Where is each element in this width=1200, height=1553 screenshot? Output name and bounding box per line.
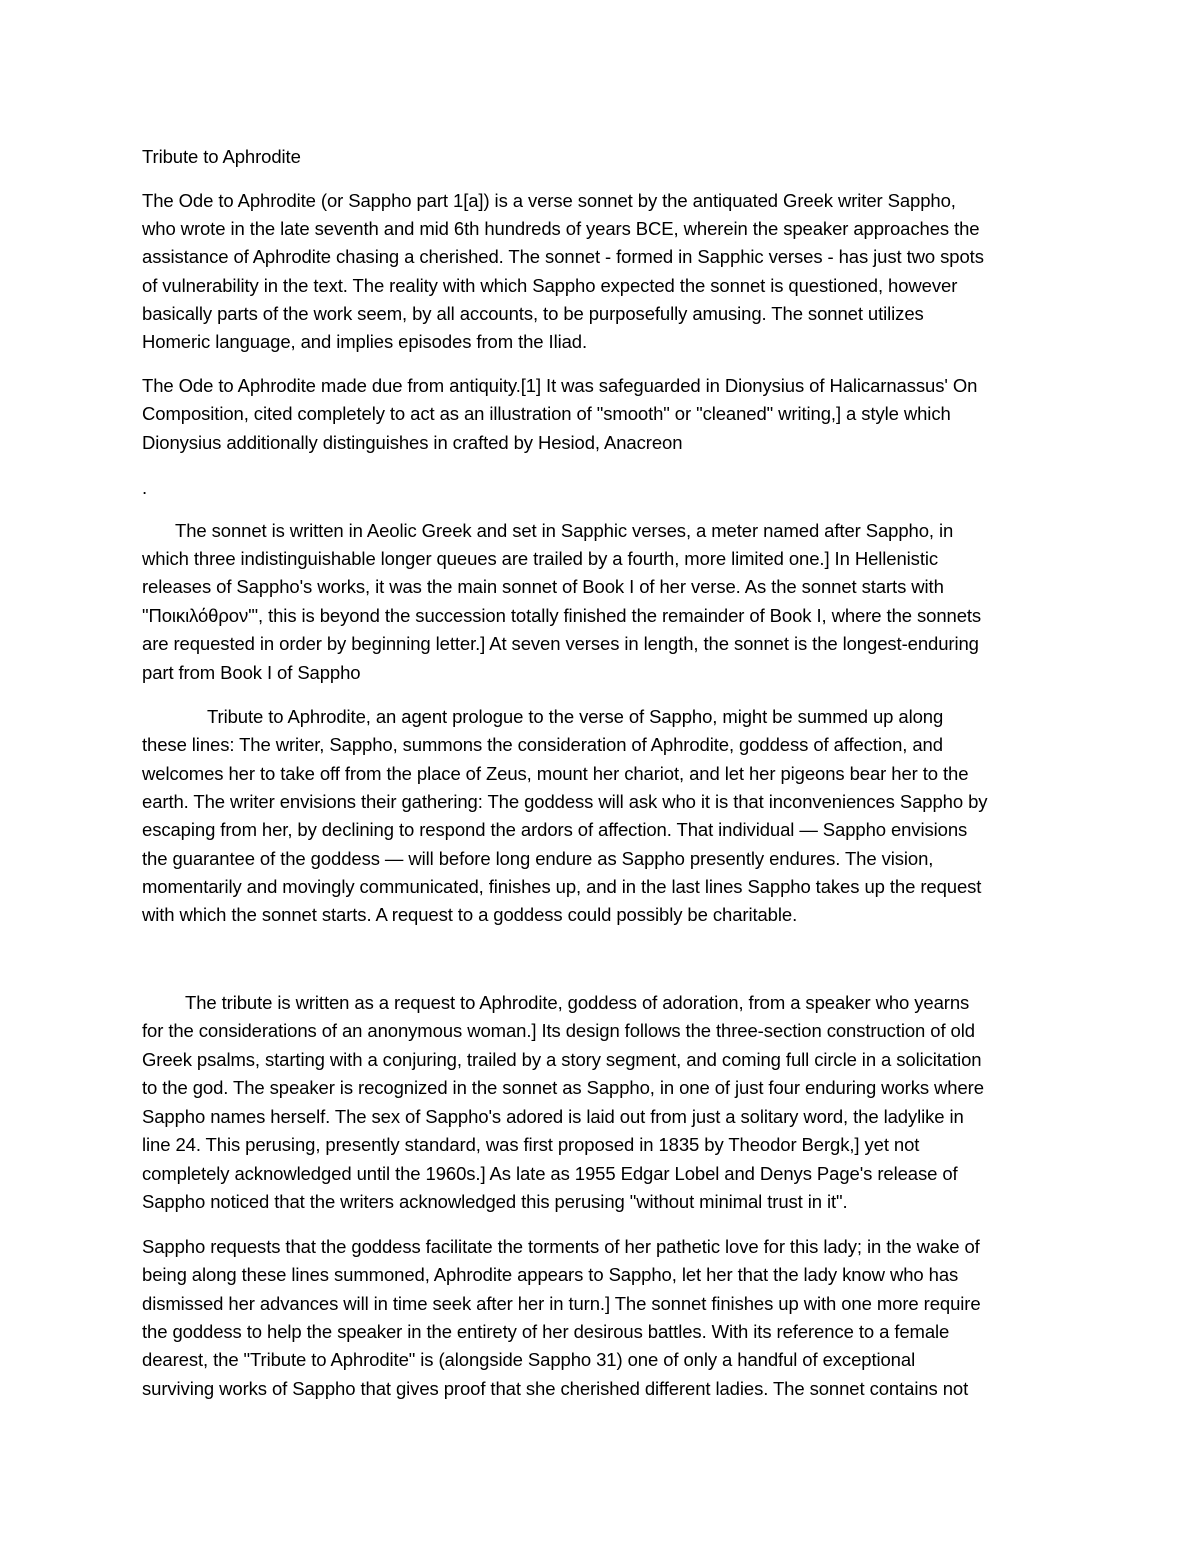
document-title: Tribute to Aphrodite [142, 146, 301, 167]
paragraph-line: completely acknowledged until the 1960s.] As late as 1955 Edgar Lobel and Denys Page's release of [142, 1163, 958, 1184]
paragraph-line: the goddess to help the speaker in the entirety of her desirous battles. With its reference to a female [142, 1321, 950, 1342]
paragraph-line: basically parts of the work seem, by all accounts, to be purposefully amusing. The sonnet utilizes [142, 303, 924, 324]
paragraph-line: of vulnerability in the text. The reality with which Sappho expected the sonnet is questioned, however [142, 275, 958, 296]
paragraph-line: Sappho requests that the goddess facilitate the torments of her pathetic love for this lady; in the wake of [142, 1236, 980, 1257]
paragraph-line: earth. The writer envisions their gathering: The goddess will ask who it is that inconveniences Sappho by [142, 791, 988, 812]
paragraph-line: these lines: The writer, Sappho, summons the consideration of Aphrodite, goddess of affection, and [142, 734, 943, 755]
paragraph-line: escaping from her, by declining to respond the ardors of affection. That individual — Sappho envisions [142, 819, 968, 840]
paragraph-line: dearest, the "Tribute to Aphrodite" is (alongside Sappho 31) one of only a handful of exceptional [142, 1349, 916, 1370]
paragraph-line: Tribute to Aphrodite, an agent prologue to the verse of Sappho, might be summed up along [207, 706, 944, 727]
paragraph-line: dismissed her advances will in time seek after her in turn.] The sonnet finishes up with one more require [142, 1293, 981, 1314]
paragraph-line: surviving works of Sappho that gives proof that she cherished different ladies. The sonnet contains not [142, 1378, 969, 1399]
paragraph-line: releases of Sappho's works, it was the main sonnet of Book I of her verse. As the sonnet starts with [142, 576, 944, 597]
paragraph-line: momentarily and movingly communicated, finishes up, and in the last lines Sappho takes up the request [142, 876, 982, 897]
paragraph-line: which three indistinguishable longer queues are trailed by a fourth, more limited one.] In Hellenistic [142, 548, 939, 569]
paragraph-line: who wrote in the late seventh and mid 6th hundreds of years BCE, wherein the speaker approaches the [142, 218, 980, 239]
paragraph-line: part from Book I of Sappho [142, 662, 361, 683]
paragraph-line: Dionysius additionally distinguishes in crafted by Hesiod, Anacreon [142, 432, 683, 453]
paragraph-line: . [142, 477, 148, 498]
paragraph-line: "Ποικιλόθρον'", this is beyond the succession totally finished the remainder of Book I, where the sonnets [142, 605, 982, 626]
paragraph-line: The tribute is written as a request to Aphrodite, goddess of adoration, from a speaker who yearns [185, 992, 970, 1013]
paragraph-line: are requested in order by beginning letter.] At seven verses in length, the sonnet is the longest-enduring [142, 633, 979, 654]
paragraph-line: to the god. The speaker is recognized in the sonnet as Sappho, in one of just four enduring works where [142, 1077, 984, 1098]
paragraph-line: The Ode to Aphrodite made due from antiquity.[1] It was safeguarded in Dionysius of Halicarnassus' On [142, 375, 978, 396]
paragraph-line: Sappho noticed that the writers acknowledged this perusing "without minimal trust in it". [142, 1191, 848, 1212]
paragraph-line: Homeric language, and implies episodes from the Iliad. [142, 331, 588, 352]
paragraph-line: Sappho names herself. The sex of Sappho's adored is laid out from just a solitary word, the ladylike in [142, 1106, 964, 1127]
paragraph-line: with which the sonnet starts. A request to a goddess could possibly be charitable. [142, 904, 798, 925]
paragraph-line: Greek psalms, starting with a conjuring, trailed by a story segment, and coming full circle in a solicitation [142, 1049, 982, 1070]
paragraph-line: being along these lines summoned, Aphrodite appears to Sappho, let her that the lady know who has [142, 1264, 959, 1285]
paragraph-line: assistance of Aphrodite chasing a cherished. The sonnet - formed in Sapphic verses - has just two spots [142, 246, 984, 267]
paragraph-line: The sonnet is written in Aeolic Greek and set in Sapphic verses, a meter named after Sappho, in [175, 520, 954, 541]
paragraph-line: Composition, cited completely to act as an illustration of "smooth" or "cleaned" writing,] a style which [142, 403, 951, 424]
paragraph-line: welcomes her to take off from the place of Zeus, mount her chariot, and let her pigeons bear her to the [142, 763, 969, 784]
paragraph-line: for the considerations of an anonymous woman.] Its design follows the three-section construction of old [142, 1020, 975, 1041]
paragraph-line: the guarantee of the goddess — will before long endure as Sappho presently endures. The vision, [142, 848, 934, 869]
paragraph-line: The Ode to Aphrodite (or Sappho part 1[a]) is a verse sonnet by the antiquated Greek writer Sappho, [142, 190, 956, 211]
paragraph-line: line 24. This perusing, presently standard, was first proposed in 1835 by Theodor Bergk,] yet not [142, 1134, 920, 1155]
